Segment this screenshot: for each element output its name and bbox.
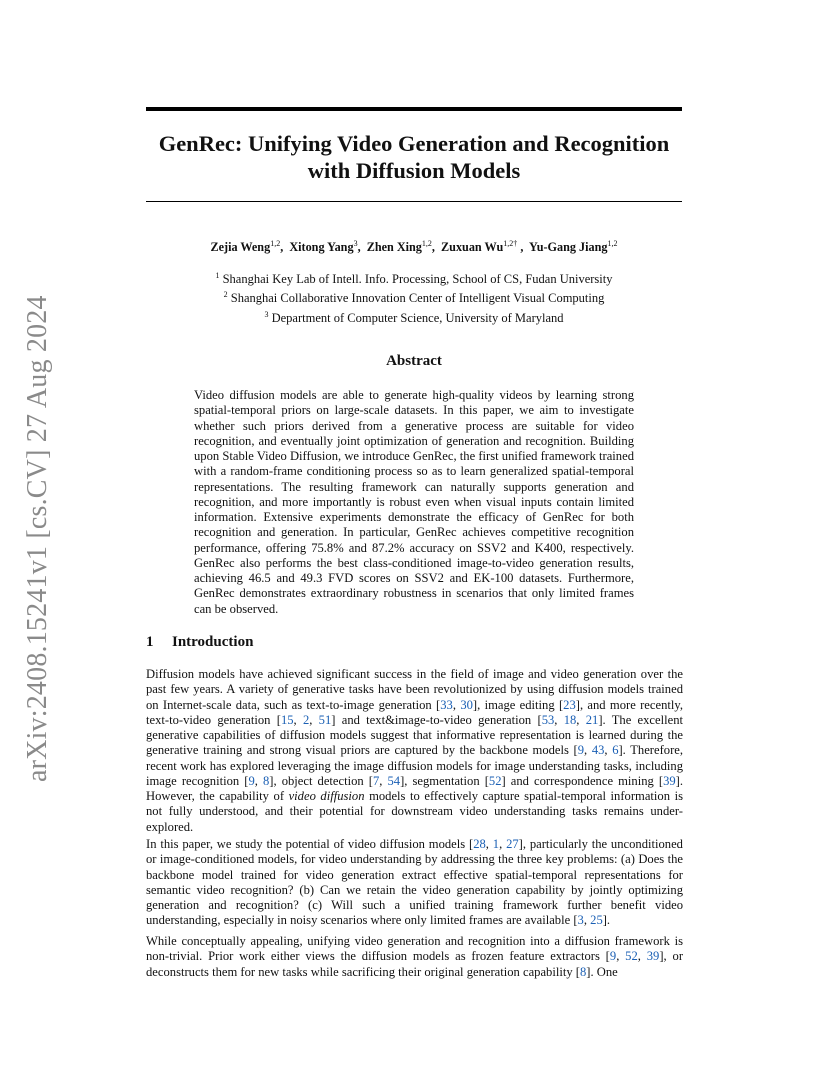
author-affiliation-mark: 3 <box>353 239 358 248</box>
affiliation <box>146 268 682 287</box>
text-run: , <box>576 712 586 727</box>
affiliation-number: 2 <box>223 290 228 300</box>
section-title: Introduction <box>172 634 254 650</box>
affiliation-number: 1 <box>215 271 220 280</box>
paragraph-1 <box>146 667 683 835</box>
paper-title <box>146 130 682 184</box>
citation-link[interactable]: 39 <box>663 773 676 788</box>
text-run: , <box>583 913 591 928</box>
text-run: , <box>309 712 319 727</box>
title-line-2: with Diffusion Models <box>307 158 521 183</box>
author-name: Xitong Yang <box>289 240 354 255</box>
citation-link[interactable]: 28 <box>473 837 486 851</box>
citation-link[interactable]: 1 <box>492 837 500 851</box>
title-rule-bottom <box>146 201 682 202</box>
affiliation-text: Shanghai Key Lab of Intell. Info. Processing, School of CS, Fudan University <box>222 272 613 287</box>
citation-link[interactable]: 43 <box>591 743 605 758</box>
author-affiliation-mark: 1,2† <box>503 239 518 248</box>
text-run: ]. However, the capability of <box>146 773 683 803</box>
citation-link[interactable]: 9 <box>609 949 617 964</box>
author-name: Zejia Weng <box>210 240 271 255</box>
citation-link[interactable]: 18 <box>563 712 577 727</box>
text-run: ]. <box>602 913 611 928</box>
text-run: ], or deconstructs them for new tasks while sacrificing their original generation capability [ <box>146 949 684 979</box>
text-run: , <box>616 949 626 964</box>
affiliation-list <box>146 268 682 326</box>
citation-link[interactable]: 25 <box>590 913 603 928</box>
text-run: , <box>293 712 303 727</box>
abstract-body: Video diffusion models are able to generate high-quality videos by learning strong spatial-temporal priors on large-scale datasets. In this paper, we aim to investigate whether such priors derived from a generative process are suitable for video recognition, and eventually joint optimization of generation and recognition. Building upon Stable Video Diffusion, we introduce GenRec, the first unified framework trained with a random-frame conditioning process so as to learn generalized spatial-temporal representations. The resulting framework can naturally supports generation and recognition, and more importantly is robust even when visual inputs contain limited information. Extensive experiments demonstrate the efficacy of GenRec for both recognition and generation. In particular, GenRec achieves competitive recognition performance, offering 75.8% and 87.2% accuracy on SSV2 and K400, respectively. GenRec also performs the best class-conditioned image-to-video generation results, achieving 46.5 and 49.3 FVD scores on SSV2 and EK-100 datasets. Furthermore, GenRec demonstrates extraordinary robustness in scenarios that only limited frames can be observed. <box>194 388 634 616</box>
title-rule-top <box>146 107 682 111</box>
citation-link[interactable]: 23 <box>563 697 576 712</box>
citation-link[interactable]: 51 <box>318 712 332 727</box>
citation-link[interactable]: 7 <box>372 773 380 788</box>
citation-link[interactable]: 52 <box>488 773 502 788</box>
affiliation <box>146 287 682 306</box>
text-run: , <box>379 773 388 788</box>
citation-link[interactable]: 9 <box>248 773 255 788</box>
text-run: ] and correspondence mining [ <box>501 773 664 788</box>
citation-link[interactable]: 9 <box>577 743 585 758</box>
affiliation-number: 3 <box>264 309 269 319</box>
abstract-heading: Abstract <box>386 353 442 369</box>
paragraph-2 <box>146 837 683 929</box>
citation-link[interactable]: 8 <box>262 773 270 788</box>
author-name: Zuxuan Wu <box>441 240 504 255</box>
text-run: , <box>254 773 263 788</box>
author-affiliation-mark: 1,2 <box>607 239 618 248</box>
citation-link[interactable]: 2 <box>302 712 310 727</box>
citation-link[interactable]: 33 <box>440 697 453 712</box>
text-run: , <box>499 837 507 851</box>
text-run: , <box>485 837 493 851</box>
affiliation-text: Shanghai Collaborative Innovation Center of Intelligent Visual Computing <box>230 291 605 306</box>
arxiv-stamp: arXiv:2408.15241v1 [cs.CV] 27 Aug 2024 <box>22 295 53 782</box>
citation-link[interactable]: 54 <box>387 773 401 788</box>
text-run: ], object detection [ <box>269 773 373 788</box>
text-run: ]. One <box>586 964 618 979</box>
section-heading <box>146 634 253 651</box>
citation-link[interactable]: 30 <box>460 697 473 712</box>
affiliation <box>146 307 682 326</box>
text-run: ], and more recently, text-to-video generation [ <box>146 697 683 727</box>
text-run: Diffusion models have achieved significant success in the field of image and video generation over the past few years. A variety of generative tasks have been revolutionized by using diffusion models trained on Internet-scale data, such as text-to-image generation [ <box>146 667 683 712</box>
text-run: , <box>554 712 564 727</box>
citation-link[interactable]: 3 <box>577 913 584 928</box>
title-line-1: GenRec: Unifying Video Generation and Recognition <box>158 131 670 156</box>
citation-link[interactable]: 53 <box>541 712 555 727</box>
citation-link[interactable]: 52 <box>625 949 638 964</box>
text-run: , <box>637 949 647 964</box>
text-run: ], particularly the unconditioned or image-conditioned models, for video understanding by addressing the three key problems: (a) Does the backbone model trained for video generation extract effective spatial-temporal representations for semantic video recognition? (b) Can we retain the video generation capability by jointly optimizing generation and recognition? (c) Will such a unified training framework further benefit video understanding, especially in noisy scenarios where only limited frames are available [ <box>146 837 683 928</box>
citation-link[interactable]: 39 <box>646 949 660 964</box>
section-number: 1 <box>146 634 154 650</box>
citation-link[interactable]: 21 <box>585 712 599 727</box>
text-run: ], image editing [ <box>472 697 564 712</box>
author-name: Yu-Gang Jiang <box>529 240 608 255</box>
text-run: , <box>604 743 613 758</box>
text-run: ]. The excellent generative capabilities of diffusion models suggest that informative representation is learned during the generative training and strong visual priors are captured by the backbone models [ <box>146 712 683 758</box>
author-list: Zejia Weng$^{1,2}$, Xitong Yang$^3$, Zhen Xing$^{1,2}$, Zuxuan $Wu^{1,2\dagger}$ , Yu-Gang Jiang$^{1,2}$ <box>210 239 618 255</box>
author-affiliation-mark: 1,2 <box>421 239 432 248</box>
text-run: While conceptually appealing, unifying video generation and recognition into a diffusion framework is non-trivial. Prior work either views the diffusion models as frozen feature extractors [ <box>146 934 683 964</box>
affiliation-text: Department of Computer Science, University of Maryland <box>271 311 564 326</box>
author-affiliation-mark: 1,2 <box>270 239 281 248</box>
citation-link[interactable]: 6 <box>612 743 619 758</box>
text-run: ] and text&image-to-video generation [ <box>331 712 542 727</box>
text-run: , <box>584 743 592 758</box>
citation-link[interactable]: 15 <box>280 712 294 727</box>
text-run: models to effectively capture spatial-temporal information is not fully understood, and their potential for downstream video understanding tasks remains under-explored. <box>146 789 683 834</box>
text-run: ]. Therefore, recent work has explored leveraging the image diffusion models for image understanding tasks, including image recognition [ <box>146 743 684 788</box>
author-name: Zhen Xing <box>366 240 422 255</box>
text-run: ], segmentation [ <box>400 773 489 788</box>
citation-link[interactable]: 8 <box>580 964 587 979</box>
citation-link[interactable]: 27 <box>506 837 519 851</box>
paragraph-3 <box>146 934 683 980</box>
text-run: In this paper, we study the potential of video diffusion models [ <box>146 837 474 851</box>
text-run: , <box>452 697 461 712</box>
emphasis: video diffusion <box>288 789 365 803</box>
